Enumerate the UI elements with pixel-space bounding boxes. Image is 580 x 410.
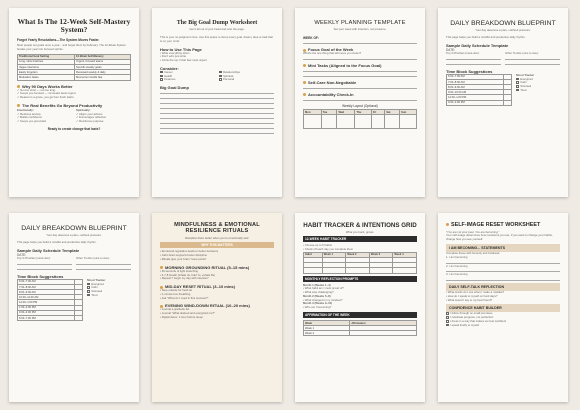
intro-text: This is your no-judgment zone. Use this space to dump every goal, dream, idea or task that is on your mind. [160,35,273,43]
page-subtitle: Your day deserves a plan—without pressure. [46,233,102,238]
section-heading: Mini Tasks (Aligned to the Focus Goal) [303,63,417,68]
body-text: • Journal a gratitude list • Journal "What drained and energized me?" • Digital detox: 1 hour before sleep [160,307,216,319]
date-label: DATE: [17,252,27,257]
page-big-goal-dump[interactable]: The Big Goal Dump Worksheet Get it all out of your head and onto the page. This is your no-judgment zone. Use this space to dump every goal, dream, idea or task that is on your mind. How to Use This Page • Write everything down • Don't edit, just write • Circle the top 3 that feel most urgent Consider: Career Health Finances Relationships Spiritual Personal Big Goal Dump [152,8,282,197]
top-priorities[interactable]: Top 3 Priorities (must-dos): [17,257,72,271]
page-daily-breakdown-1[interactable] [438,8,568,197]
page-title: HABIT TRACKER & INTENTIONS GRID [303,222,417,229]
page-daily-breakdown-2[interactable] [9,213,139,402]
day-header: Mon [304,110,322,115]
section-heading: Time Block Suggestions [446,68,493,74]
section-banner: MONTHLY REFLECTION PROMPTS [303,276,417,282]
page-subtitle: Set your week with intention, not pressure. [333,27,387,32]
section-heading: Consider: [160,65,179,71]
top-priorities[interactable]: Top 3 Priorities (must-dos): [446,52,501,66]
section-heading: Self-Care Non-Negotiable [303,80,417,85]
section-heading: Sample Daily Schedule Template [17,247,80,253]
heart-icon [303,81,306,84]
day-header: Thu [355,110,371,115]
page-habit-tracker[interactable] [295,213,425,402]
checkbox[interactable] [219,71,222,74]
section-heading: I AM BECOMING... STATEMENTS [446,244,560,252]
day-header: Fri [371,110,384,115]
weekly-layout-label: Weekly Layout (Optional) [342,103,378,108]
body-text: What's the one thing that will move you closer? [303,51,362,56]
intro-text: This page helps you build a mindful and productive daily rhythm. [17,239,97,244]
intro-text: This page helps you build a mindful and productive daily rhythm. [446,34,526,39]
checkbox[interactable] [219,75,222,78]
checkbox[interactable] [160,78,163,81]
page-subtitle: Discipline flows better when you're emotionally well. [184,235,250,240]
body-text: Complete these with honesty and boldness: [446,250,501,255]
day-header: Sun [400,110,417,115]
affirmation-table[interactable]: Week Affirmation Week 1 Week 2 [303,320,417,337]
checkbox[interactable] [160,71,163,74]
section-heading: Why 90 Days Works Better [17,84,131,89]
habit-grid[interactable]: Habit Week 1 Week 2 Week 3 Week 4 [303,252,417,274]
time-block-table: 6:00–7:00 AM 7:00–8:00 AM 8:00–9:00 AM 10:00–11:00 AM 12:00–1:00 PM 1:00–2:00 PM 3:00–4:00 PM 6:00–7:00 PM [17,279,83,322]
star-icon [446,223,449,226]
day-header: Tue [321,110,337,115]
bullet-icon [17,104,20,107]
section-banner: WHY THIS MATTERS [160,242,274,248]
body-text: • Step outside for fresh air • 1-minute box breathing • Ask "What do I need in this moment?" [160,288,209,300]
page-weekly-planning[interactable] [295,8,425,197]
checkbox[interactable] [160,75,163,78]
table-row: Long, slow timelines Urgent, focused teams [18,59,131,64]
writing-lines[interactable] [160,90,274,134]
page-title: DAILY BREAKDOWN BLUEPRINT [21,225,127,232]
habit-checklist[interactable]: I follow through on small promises I celebrate progress, not perfection I dress in a way that makes me feel confident I speak kindly to myself [446,312,560,327]
label-spiritually: Spiritually: [76,107,91,112]
intro-text: Most people set goals once a year... and forget them by February. The 12-Week System breaks your year into focused sprints. [17,43,126,51]
page-title: DAILY BREAKDOWN BLUEPRINT [450,20,556,27]
instructions: • Write everything down • Don't edit, just write • Circle the top 3 that feel most urgent [160,50,207,63]
section-heading: CONFIDENCE HABIT BUILDER [446,304,560,312]
week-of-label: WEEK OF: [303,35,319,40]
section-heading: Sample Daily Schedule Template [446,42,509,48]
day-header: Sat [385,110,400,115]
body-text: • Choose up to 5 habits • Check off each day you complete them [303,243,354,252]
other-todos[interactable]: Other To-Dos (nice to dos): [505,52,560,66]
other-todos[interactable]: Other To-Dos (nice to dos): [76,257,131,271]
section-banner: 12-WEEK HABIT TRACKER [303,236,417,242]
section-heading: Accountability Check-In [303,92,417,97]
body-text: Month 1 (Weeks 1–4) • What habit am I most proud of? • What was challenging? Month 2 (Weeks 5–8) • What changed in my mindset? Month 3 (Weeks 9–12) • Who am I becoming? [303,282,344,310]
section-heading: EVENING WIND-DOWN RITUAL (10–20 mins) [160,303,274,308]
page-subtitle: Forget Yearly Resolutions—The System Moves Faster. [17,37,100,42]
page-subtitle: Get it all out of your head and onto the page. [189,27,245,32]
footer-cta: Ready to create change that lasts? [47,126,101,131]
statement-lines[interactable]: 1. I am becoming 2. I am becoming 3. I am becoming [446,256,560,281]
day-header: Wed [337,110,355,115]
checkbox[interactable] [219,78,222,81]
body-text: • Emotional regulation leads to better decisions • Calm brain supports better discipline • Rituals give your brain "reset points" [160,249,219,262]
section-heading: MID-DAY RESET RITUAL (3–10 mins) [160,284,274,289]
section-banner: AFFIRMATION OF THE WEEK [303,312,417,318]
page-title: SELF-IMAGE RESET WORKSHEET [446,223,560,229]
section-heading: Big Goal Dump [160,85,189,91]
page-title: WEEKLY PLANNING TEMPLATE [314,20,406,26]
label-emotionally: Emotionally: [17,107,34,112]
page-title: What Is The 12-Week Self-Mastery System? [17,17,131,34]
date-label: DATE: [446,47,456,52]
section-heading: MORNING GROUNDING RITUAL (5–15 mins) [160,265,274,270]
section-heading: How to Use This Page [160,46,202,52]
table-row: Motivation fades Momentum builds fast [18,75,131,80]
table-row: Easily forgotten Reviewed weekly & daily [18,70,131,75]
page-subtitle: What you track, grows. [345,229,375,234]
target-icon [303,64,306,67]
week-of-field[interactable] [303,40,417,44]
section-heading: DAILY SELF-TALK REFLECTION [446,283,560,291]
intro-text: Your self-image determines how consistent you are. If you want to change your habits, change how you see yourself. [446,233,553,242]
page-title: The Big Goal Dump Worksheet [176,20,258,26]
time-block-table: 6:00–7:00 AM 7:00–8:00 AM 8:00–9:00 AM 9:00–10:00 AM 12:00–1:00 PM 3:00–4:00 PM [446,74,512,106]
mood-tracker[interactable]: Mood Tracker Energized Calm Stressed Tired [87,277,106,297]
body-text: ✓ Not too short — not too long. ✓ Keeps you focused — 12 weeks feels urgent. ✓ Reason is a grace, you get four fresh starts. [17,87,77,100]
page-mindfulness-rituals[interactable] [152,213,282,402]
table-row: Vague intentions Specific weekly goals [18,64,131,69]
table-header: 12-Week Self-Mastery [75,54,131,59]
page-title: MINDFULNESS & EMOTIONAL RESILIENCE RITUALS [174,222,260,234]
table-header: Traditional Goal Setting [18,54,75,59]
section-heading: The Real Benefits Go Beyond Productivity [17,103,131,108]
mood-tracker[interactable]: Mood Tracker Energized Calm Stressed Tired [516,72,535,92]
comparison-table [17,54,131,81]
weekly-layout-table [303,109,417,129]
section-heading: Time Block Suggestions [17,273,64,279]
page-self-image-reset[interactable] [438,213,568,402]
section-heading: Focus Goal of the Week [303,47,417,52]
page-subtitle: "You are not your past. You are becoming." [446,229,500,234]
page-subtitle: Your day deserves a plan—without pressure. [475,28,531,33]
page-12-week-system[interactable]: What Is The 12-Week Self-Mastery System? Forget Yearly Resolutions—The System Moves Faster. Most people set goals once a year... and forget them by February. The 12-Week System breaks your year into focused sprints. Traditional Goal Setting 12-Week Self-Mastery Long, slow timelines Urgent, focused teams Vague intentions Specific weekly goals Easily forgotten Reviewed weekly & daily Motivation fades Momentum builds fast Why 90 Days Works Better ✓ Not too short — not too long. ✓ Keeps you focused — 12 weeks feels urgent. ✓ Reason is a grace, you get four fresh starts. The Real Benefits Go Beyond Productivity Emotionally: ✓ Reduces anxiety ✓ Builds confidence ✓ Keeps you grounded Spiritually: ✓ Aligns your actions ✓ Encourages reflection ✓ Reinforces purpose Ready to create change that lasts? [9,8,139,197]
body-text: • What words do I use when I make a mistake? • How do I speak to myself on hard days? • What would I say to my best friend? [446,290,505,302]
body-text: • 30 seconds of light stretching • 4-7-8 breath (inhale 4s, hold 7s, exhale 8s) • Repeat "I begin my day with intention" [160,268,215,281]
check-icon [303,93,306,96]
